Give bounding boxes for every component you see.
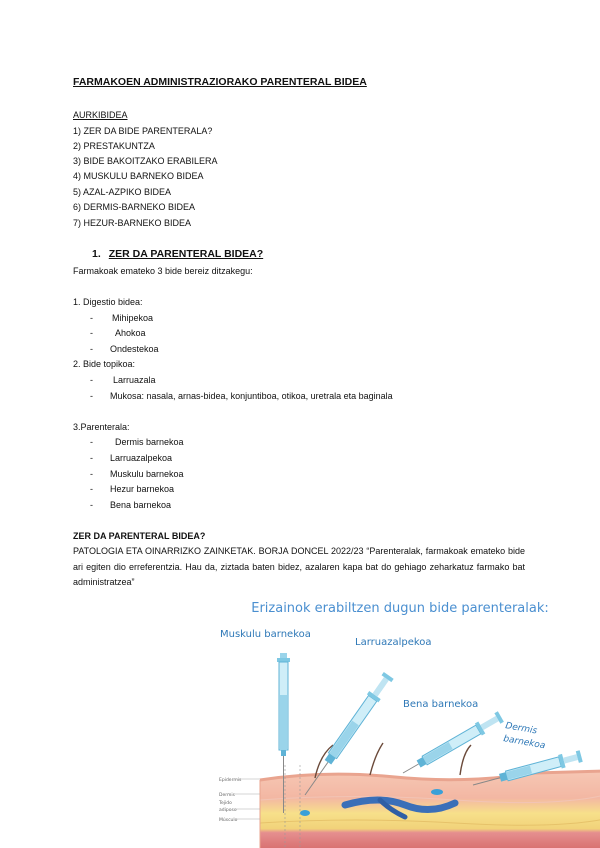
parenteral-routes-figure [205, 595, 600, 848]
label-iv: Bena barnekoa [403, 699, 479, 710]
list-item: Mukosa: nasala, arnas-bidea, konjuntiboa, otikoa, uretrala eta baginala [110, 391, 393, 401]
list-dash: - [90, 437, 93, 447]
list-item: Muskulu barnekoa [110, 469, 184, 479]
list-item: Dermis barnekoa [115, 437, 184, 447]
section-heading [92, 248, 263, 260]
list-dash: - [90, 375, 93, 385]
index-item: 6) DERMIS-BARNEKO BIDEA [73, 202, 196, 212]
layer-label: Músculo [219, 818, 238, 823]
list-item: Hezur barnekoa [110, 484, 175, 494]
section-intro: Farmakoak emateko 3 bide bereiz ditzakegu: [73, 266, 253, 276]
list-dash: - [90, 344, 93, 354]
list-dash: - [90, 500, 93, 510]
list-dash: - [90, 313, 93, 323]
list-dash: - [90, 391, 93, 401]
label-sc: Larruazalpekoa [355, 637, 432, 648]
layer-label: Dermis [219, 793, 235, 798]
list-dash: - [90, 328, 93, 338]
label-id-1: Dermis [504, 721, 538, 737]
index-item: 5) AZAL-AZPIKO BIDEA [73, 187, 172, 197]
definition-heading: ZER DA PARENTERAL BIDEA? [73, 531, 206, 541]
list-item: Bena barnekoa [110, 500, 172, 510]
list-item: Ahokoa [115, 328, 146, 338]
list-dash: - [90, 484, 93, 494]
group-title: 3.Parenterala: [73, 422, 130, 432]
document-title: FARMAKOEN ADMINISTRAZIORAKO PARENTERAL BIDEA [73, 76, 367, 88]
figure-title: Erizainok erabiltzen dugun bide parenteralak: [251, 601, 549, 616]
layer-label: adiposo [219, 808, 237, 813]
list-item: Ondestekoa [110, 344, 159, 354]
section-number: 1. [92, 248, 101, 260]
list-item: Larruazalpekoa [110, 453, 173, 463]
label-im: Muskulu barnekoa [220, 629, 311, 640]
group-title: 2. Bide topikoa: [73, 359, 136, 369]
index-item: 1) ZER DA BIDE PARENTERALA? [73, 126, 213, 136]
label-id-2: barnekoa [502, 734, 546, 752]
list-dash: - [90, 469, 93, 479]
list-dash: - [90, 453, 93, 463]
definition-text: PATOLOGIA ETA OINARRIZKO ZAINKETAK. BORJA DONCEL 2022/23 “Parenteralak, farmakoak emateko bide ari egiten dio erreferentzia. Hau da, ziztada baten bidez, azalaren kapa bat do gehiago zeharkatuz farmako bat administratzea” [73, 546, 525, 587]
layer-label: Tejido [219, 801, 232, 806]
index-item: 2) PRESTAKUNTZA [73, 141, 155, 151]
index-heading: AURKIBIDEA [73, 110, 128, 120]
list-item: Mihipekoa [112, 313, 154, 323]
section-label: ZER DA PARENTERAL BIDEA? [108, 248, 264, 260]
layer-label: Epidermis [219, 778, 242, 783]
index-item: 4) MUSKULU BARNEKO BIDEA [73, 171, 204, 181]
index-item: 3) BIDE BAKOITZAKO ERABILERA [73, 156, 218, 166]
index-item: 7) HEZUR-BARNEKO BIDEA [73, 218, 192, 228]
list-item: Larruazala [113, 375, 156, 385]
layer-labels [218, 777, 260, 823]
syringe-intravenous [400, 710, 505, 779]
group-title: 1. Digestio bidea: [73, 297, 143, 307]
